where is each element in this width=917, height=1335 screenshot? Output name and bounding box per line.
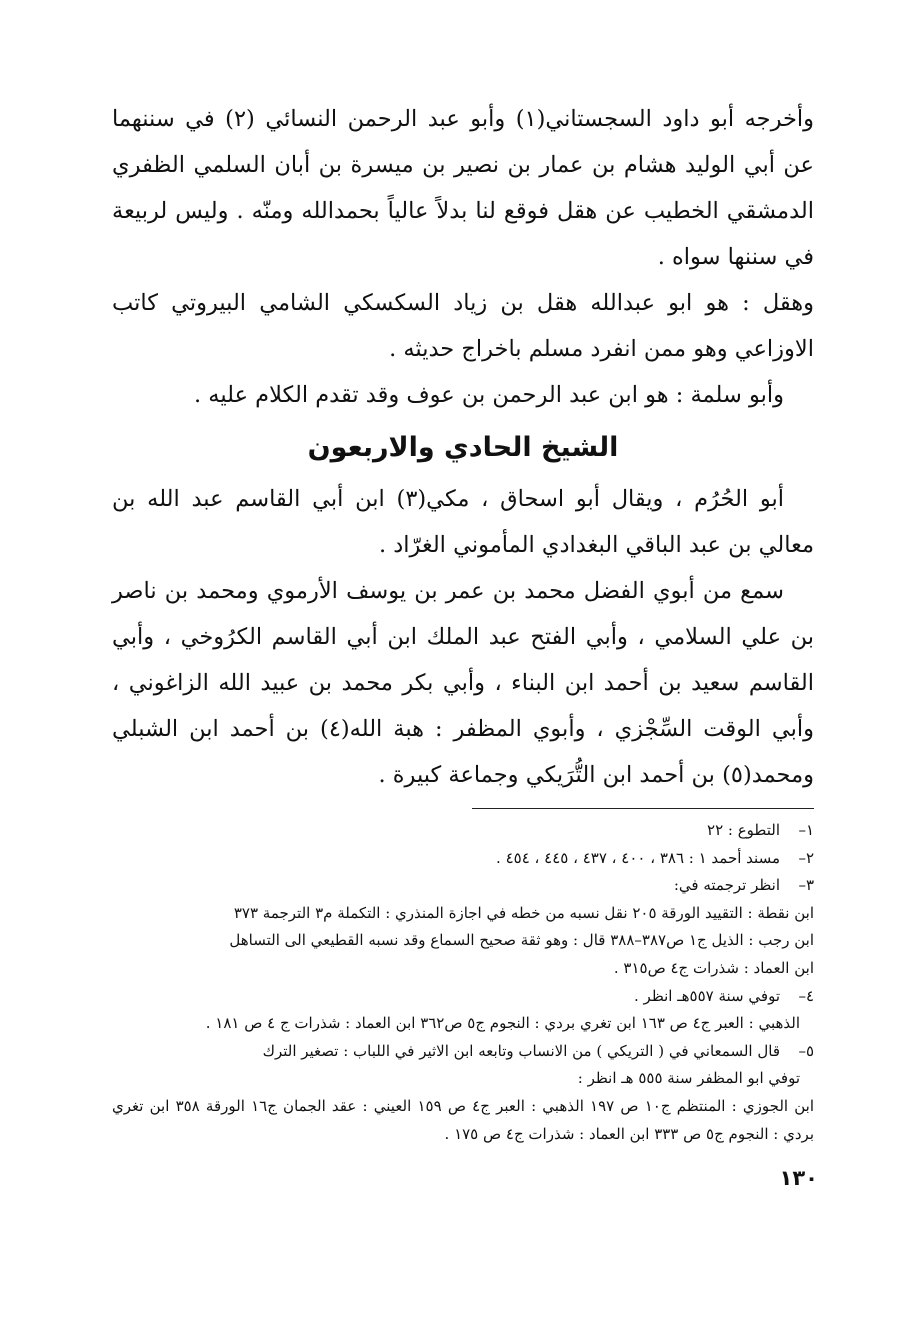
footnote-text: انظر ترجمته في: (673, 876, 780, 895)
paragraph-teachers: سمع من أبوي الفضل محمد بن عمر بن يوسف الأرموي ومحمد بن ناصر بن علي السلامي ، وأبي الفتح عبد الملك ابن أبي القاسم الكرُوخي ، وأبي القاسم سعيد بن أحمد ابن البناء ، وأبي بكر محمد بن عبيد الله الزاغوني ، وأبي الوقت السِّجْزي ، وأبوي المظفر : هبة الله(٤) بن أحمد ابن الشبلي ومحمد(٥) بن أحمد ابن التُّرَيكي وجماعة كبيرة . (112, 578, 814, 788)
footnote-5-line-3: ابن الجوزي : المنتظم ج١٠ ص ١٩٧ الذهبي : العبر ج٤ ص ١٥٩ العيني : عقد الجمان ج١٦ الورقة ٣٥٨ ابن تغري بردي : النجوم ج٥ ص ٣٣٣ ابن العماد : شذرات ج٤ ص ١٧٥ . (112, 1096, 815, 1143)
footnote-text: توفي سنة ٥٥٧هـ انظر . (634, 986, 780, 1005)
paragraph-abu-salama: وأبو سلمة : هو ابن عبد الرحمن بن عوف وقد تقدم الكلام عليه . (194, 382, 784, 408)
paragraph-sheikh-name: أبو الحُرُم ، ويقال أبو اسحاق ، مكي(٣) ابن أبي القاسم عبد الله بن معالي بن عبد الباقي البغدادي المأموني الغرّاد . (112, 486, 814, 558)
footnote-1 (112, 817, 814, 845)
footnotes (112, 817, 814, 1148)
footnote-number: ٥– (798, 1041, 814, 1060)
footnote-number: ٣– (798, 876, 814, 895)
footnote-number: ٢– (798, 848, 814, 867)
footnote-text: قال السمعاني في ( التريكي ) من الانساب وتابعه ابن الاثير في اللباب : تصغير الترك (262, 1041, 780, 1060)
footnote-3-line-4: ابن العماد : شذرات ج٤ ص٣١٥ . (613, 958, 814, 977)
footnote-3 (112, 872, 814, 900)
paragraph-hiql: وهقل : هو ابو عبدالله هقل بن زياد السكسكي الشامي البيروتي كاتب الاوزاعي وهو ممن انفرد مسلم باخراج حديثه . (112, 290, 814, 362)
footnote-2 (112, 845, 814, 873)
footnote-divider (472, 808, 814, 809)
footnote-3-line-3: ابن رجب : الذيل ج١ ص٣٨٧–٣٨٨ قال : وهو ثقة صحيح السماع وقد نسبه القطيعي الى التساهل (229, 931, 814, 950)
footnote-text: التطوع : ٢٢ (707, 821, 780, 839)
footnote-3-line-2: ابن نقطة : التقييد الورقة ٢٠٥ نقل نسبه من خطه في اجازة المنذري : التكملة م٣ الترجمة ٣٧٣ (233, 903, 814, 922)
page-content (112, 96, 814, 1148)
footnote-5 (112, 1038, 814, 1066)
footnote-number: ٤– (798, 986, 814, 1005)
section-heading: الشيخ الحادي والاربعون (307, 432, 619, 463)
footnote-number: ١– (798, 821, 814, 839)
footnote-4 (112, 983, 814, 1011)
footnote-5-line-2: توفي ابو المظفر سنة ٥٥٥ هـ انظر : (577, 1069, 800, 1088)
paragraph-narration: وأخرجه أبو داود السجستاني(١) وأبو عبد الرحمن النسائي (٢) في سننهما عن أبي الوليد هشام بن عمار بن نصير بن ميسرة بن أبان السلمي الظفري الدمشقي الخطيب عن هقل فوقع لنا بدلاً عالياً بحمدالله ومنّه . وليس لربيعة في سننها سواه . (112, 106, 815, 270)
footnote-text: مسند أحمد ١ : ٣٨٦ ، ٤٠٠ ، ٤٣٧ ، ٤٤٥ ، ٤٥٤ . (496, 848, 780, 867)
footnote-4-line-2: الذهبي : العبر ج٤ ص ١٦٣ ابن تغري بردي : النجوم ج٥ ص٣٦٢ ابن العماد : شذرات ج ٤ ص ١٨١ . (205, 1014, 800, 1033)
page-number: ١٣٠ (779, 1166, 818, 1190)
